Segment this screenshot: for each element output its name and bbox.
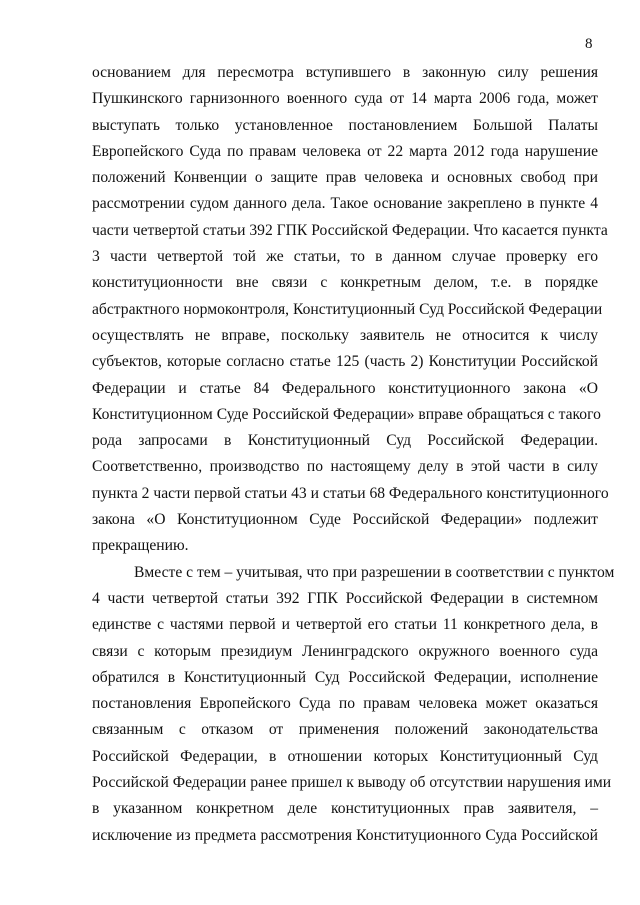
text-line: осуществлять не вправе, поскольку заявитель не относится к числу — [92, 326, 598, 344]
text-line: части четвертой статьи 392 ГПК Российской Федерации. Что касается пункта — [92, 221, 608, 239]
page-number: 8 — [585, 36, 593, 52]
text-line: связанным с отказом от применения положений законодательства — [92, 721, 598, 739]
text-line: основанием для пересмотра вступившего в законную силу решения — [92, 64, 598, 81]
text-line: постановления Европейского Суда по правам человека может оказаться — [92, 695, 598, 713]
text-line: субъектов, которые согласно статье 125 (часть 2) Конституции Российской — [92, 353, 598, 371]
text-line: 3 части четвертой той же статьи, то в данном случае проверку его — [92, 248, 598, 266]
text-line: исключение из предмета рассмотрения Конституционного Суда Российской — [92, 826, 598, 844]
text-line: Федерации и статье 84 Федерального конституционного закона «О — [92, 379, 598, 397]
paragraph-first-line: Вместе с тем – учитывая, что при разрешении в соответствии с пунктом — [134, 563, 615, 581]
text-line: положений Конвенции о защите прав человека и основных свобод при — [92, 169, 598, 187]
document-body — [92, 60, 615, 849]
text-line: Российской Федерации ранее пришел к выводу об отсутствии нарушения ими — [92, 774, 612, 792]
text-line: конституционности вне связи с конкретным делом, т.е. в порядке — [92, 274, 598, 292]
text-line: выступать только установленное постановлением Большой Палаты — [92, 116, 598, 134]
text-line: Пушкинского гарнизонного военного суда от 14 марта 2006 года, может — [92, 90, 598, 108]
text-line: Европейского Суда по правам человека от 22 марта 2012 года нарушение — [92, 142, 598, 160]
paragraph-end-line: прекращению. — [92, 537, 189, 555]
text-line: в указанном конкретном деле конституционных прав заявителя, – — [92, 800, 598, 818]
text-line: Конституционном Суде Российской Федерации» вправе обращаться с такого — [92, 405, 601, 423]
text-line: рода запросами в Конституционный Суд Российской Федерации. — [92, 432, 598, 450]
text-line: обратился в Конституционный Суд Российской Федерации, исполнение — [92, 668, 598, 686]
text-line: связи с которым президиум Ленинградского окружного военного суда — [92, 642, 598, 660]
text-line: Соответственно, производство по настоящему делу в этой части в силу — [92, 458, 598, 476]
text-line: закона «О Конституционном Суде Российской Федерации» подлежит — [92, 511, 598, 529]
text-line: пункта 2 части первой статьи 43 и статьи 68 Федерального конституционного — [92, 484, 609, 502]
text-line: рассмотрении судом данного дела. Такое основание закреплено в пункте 4 — [92, 195, 598, 213]
text-line: единстве с частями первой и четвертой его статьи 11 конкретного дела, в — [92, 616, 598, 634]
text-line: абстрактного нормоконтроля, Конституционный Суд Российской Федерации — [92, 300, 603, 318]
text-line: Российской Федерации, в отношении которых Конституционный Суд — [92, 747, 598, 765]
text-line: 4 части четвертой статьи 392 ГПК Российской Федерации в системном — [92, 589, 598, 607]
